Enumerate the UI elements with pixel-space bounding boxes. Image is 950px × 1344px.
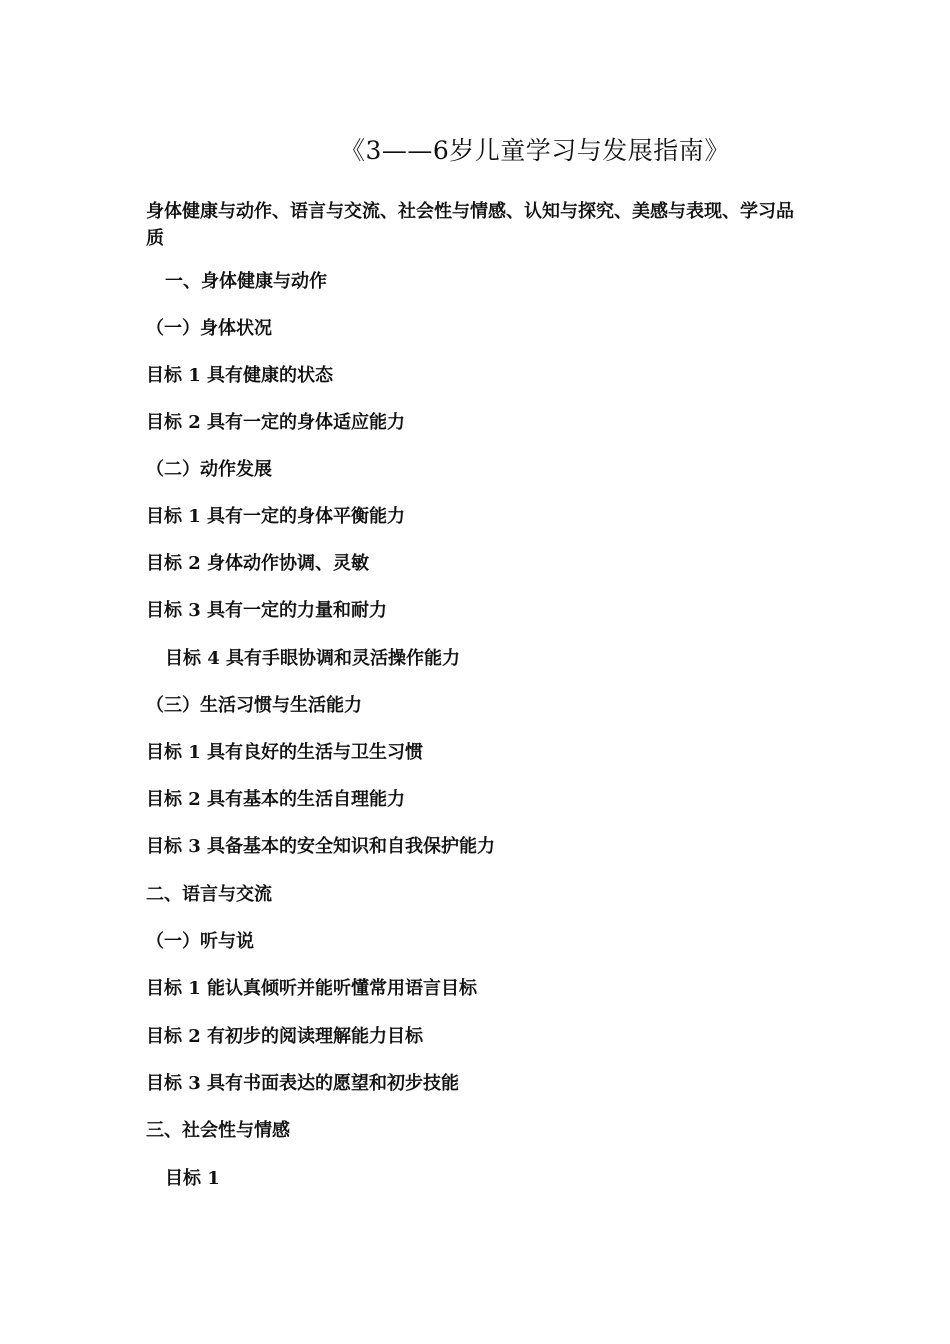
section-heading: 二、语言与交流 xyxy=(146,884,272,905)
goal-item: 目标 2 具有一定的身体适应能力 xyxy=(146,412,406,433)
goal-item: 目标 1 具有良好的生活与卫生习惯 xyxy=(146,742,424,763)
goal-item: 目标 1 具有健康的状态 xyxy=(146,365,334,386)
subsection-heading: （一）身体状况 xyxy=(146,318,272,339)
section-heading: 一、身体健康与动作 xyxy=(165,271,327,292)
goal-item: 目标 1 能认真倾听并能听懂常用语言目标 xyxy=(146,978,478,999)
subsection-heading: （三）生活习惯与生活能力 xyxy=(146,695,362,716)
section-heading: 三、社会性与情感 xyxy=(146,1120,290,1141)
intro-paragraph: 身体健康与动作、语言与交流、社会性与情感、认知与探究、美感与表现、学习品质 xyxy=(146,201,794,249)
goal-item: 目标 3 具有书面表达的愿望和初步技能 xyxy=(146,1073,460,1094)
document-title: 《3——6岁儿童学习与发展指南》 xyxy=(340,136,730,165)
goal-item: 目标 2 有初步的阅读理解能力目标 xyxy=(146,1026,424,1047)
subsection-heading: （二）动作发展 xyxy=(146,459,272,480)
goal-item: 目标 4 具有手眼协调和灵活操作能力 xyxy=(165,648,461,669)
goal-item: 目标 2 身体动作协调、灵敏 xyxy=(146,553,370,574)
goal-item: 目标 3 具有一定的力量和耐力 xyxy=(146,600,388,621)
subsection-heading: （一）听与说 xyxy=(146,931,254,952)
goal-item: 目标 3 具备基本的安全知识和自我保护能力 xyxy=(146,836,496,857)
goal-item: 目标 2 具有基本的生活自理能力 xyxy=(146,789,406,810)
goal-item: 目标 1 具有一定的身体平衡能力 xyxy=(146,506,406,527)
goal-item: 目标 1 xyxy=(165,1168,220,1189)
